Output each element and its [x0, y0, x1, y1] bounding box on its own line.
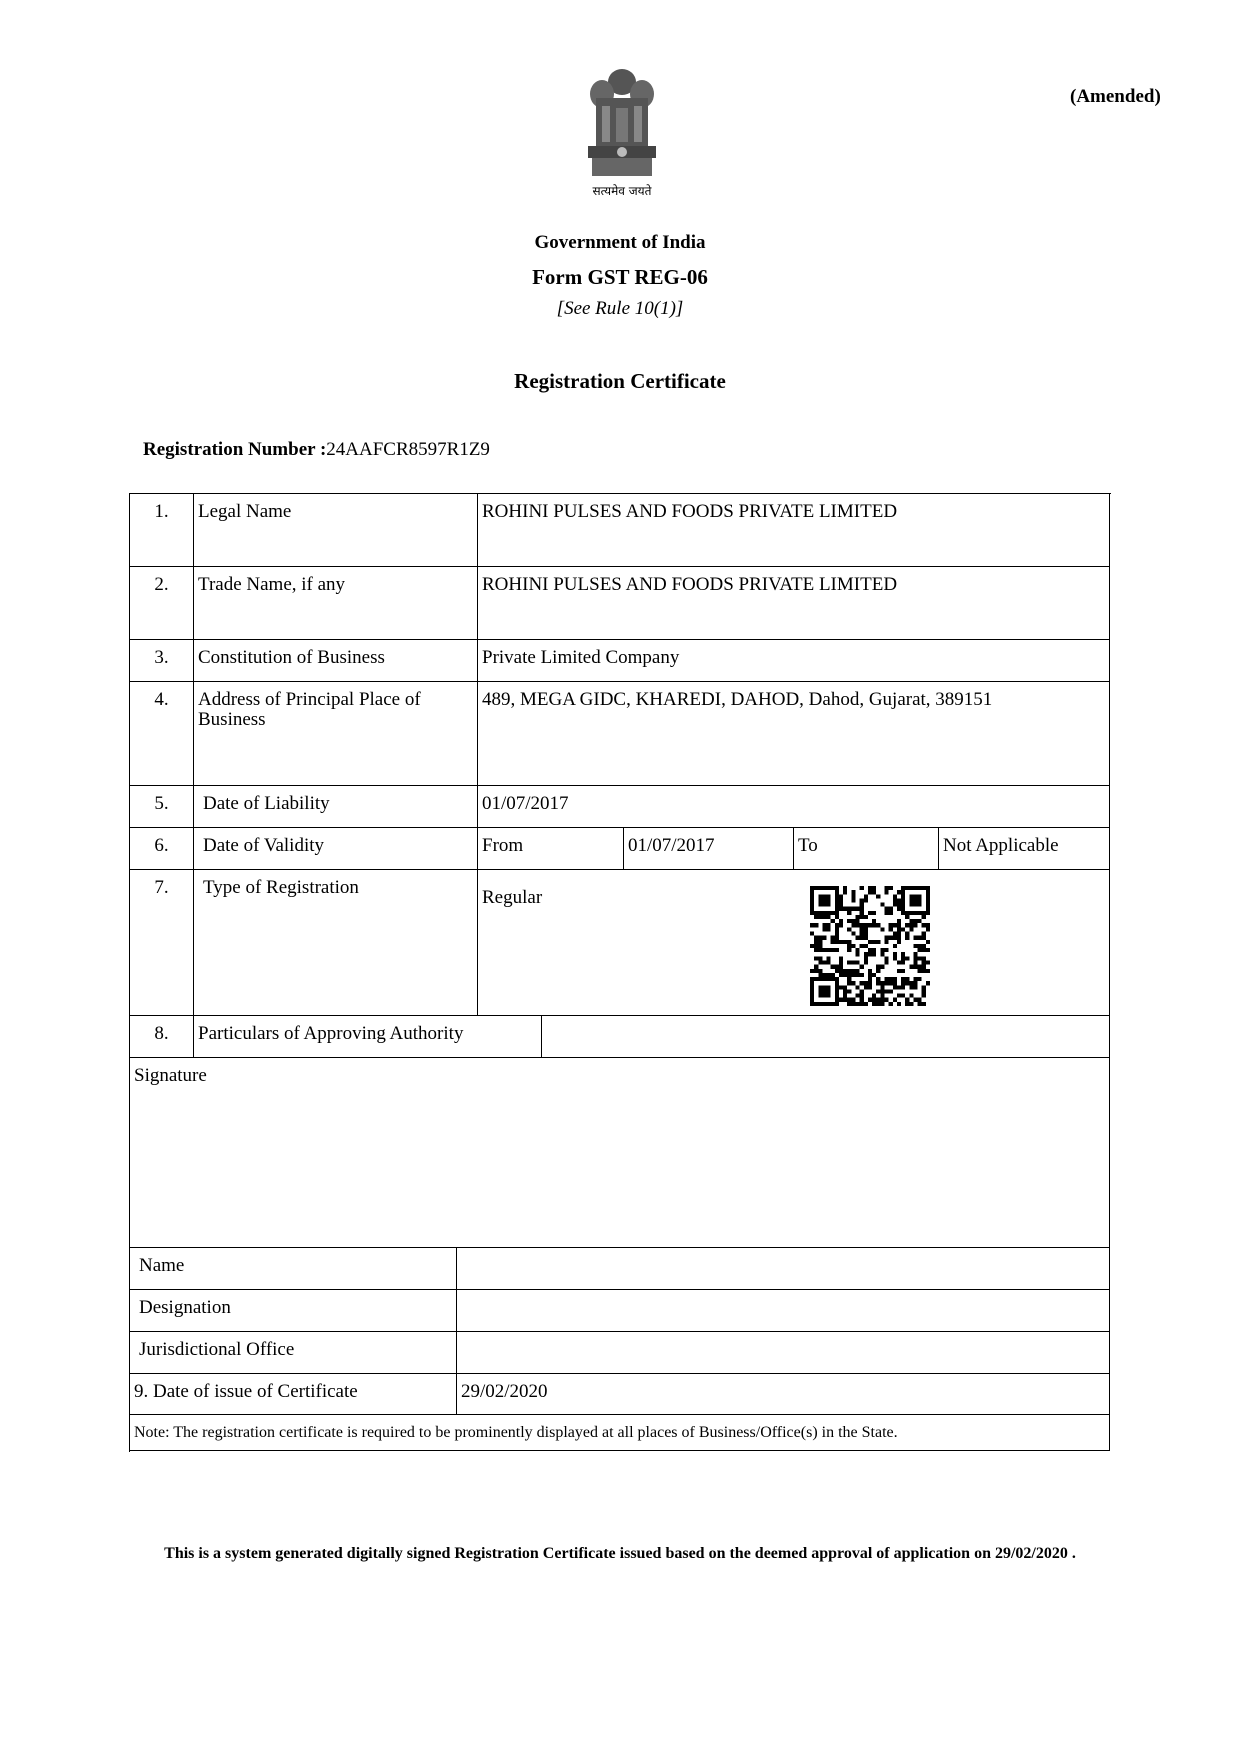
- row-6-label: Date of Validity: [194, 828, 478, 870]
- row-8-number: 8.: [130, 1016, 194, 1058]
- qr-code-icon: [810, 886, 930, 1006]
- validity-to-label: To: [794, 828, 939, 870]
- issue-date-value: 29/02/2020: [457, 1374, 1110, 1415]
- row-2-number: 2.: [130, 567, 194, 640]
- government-title: Government of India: [534, 232, 706, 253]
- jurisdiction-label: Jurisdictional Office: [130, 1332, 457, 1374]
- national-emblem-icon: [578, 62, 666, 200]
- legal-name-value: ROHINI PULSES AND FOODS PRIVATE LIMITED: [478, 494, 1110, 567]
- constitution-value: Private Limited Company: [478, 640, 1110, 682]
- liability-date-value: 01/07/2017: [478, 786, 1110, 828]
- row-1-label: Legal Name: [194, 494, 478, 567]
- row-2-label: Trade Name, if any: [194, 567, 478, 640]
- validity-from-label: From: [478, 828, 624, 870]
- certificate-title: Registration Certificate: [514, 369, 726, 393]
- issue-date-label: 9. Date of issue of Certificate: [130, 1374, 457, 1415]
- registration-number-label: Registration Number :: [143, 439, 327, 460]
- row-7-label: Type of Registration: [194, 870, 478, 1016]
- footer-statement: This is a system generated digitally signed Registration Certificate issued based on the deemed approval of application on 29/02/2020 .: [164, 1545, 1076, 1562]
- row-5-number: 5.: [130, 786, 194, 828]
- row-1-number: 1.: [130, 494, 194, 567]
- display-note: Note: The registration certificate is required to be prominently displayed at all places of Business/Office(s) in the State.: [130, 1415, 1110, 1451]
- approving-authority-value: [542, 1016, 1110, 1058]
- motto-text: सत्यमेव जयते: [592, 184, 652, 198]
- designation-label: Designation: [130, 1290, 457, 1332]
- signature-box: Signature: [130, 1058, 1110, 1248]
- amended-label: (Amended): [1070, 86, 1161, 107]
- row-3-number: 3.: [130, 640, 194, 682]
- rule-reference: [See Rule 10(1)]: [556, 298, 684, 319]
- name-value: [457, 1248, 1110, 1290]
- row-5-label: Date of Liability: [194, 786, 478, 828]
- row-4-number: 4.: [130, 682, 194, 786]
- name-label: Name: [130, 1248, 457, 1290]
- row-4-label: Address of Principal Place of Business: [194, 682, 478, 786]
- row-7-number: 7.: [130, 870, 194, 1016]
- validity-to-value: Not Applicable: [939, 828, 1110, 870]
- registration-type-value: Regular: [478, 870, 1110, 1016]
- row-3-label: Constitution of Business: [194, 640, 478, 682]
- row-8-label: Particulars of Approving Authority: [194, 1016, 542, 1058]
- designation-value: [457, 1290, 1110, 1332]
- certificate-table: [129, 493, 1111, 1452]
- form-title: Form GST REG-06: [532, 265, 708, 289]
- trade-name-value: ROHINI PULSES AND FOODS PRIVATE LIMITED: [478, 567, 1110, 640]
- registration-number-value: 24AAFCR8597R1Z9: [326, 439, 490, 460]
- row-6-number: 6.: [130, 828, 194, 870]
- address-value: 489, MEGA GIDC, KHAREDI, DAHOD, Dahod, Gujarat, 389151: [478, 682, 1110, 786]
- validity-from-value: 01/07/2017: [624, 828, 794, 870]
- registration-number-line: [143, 439, 490, 461]
- jurisdiction-value: [457, 1332, 1110, 1374]
